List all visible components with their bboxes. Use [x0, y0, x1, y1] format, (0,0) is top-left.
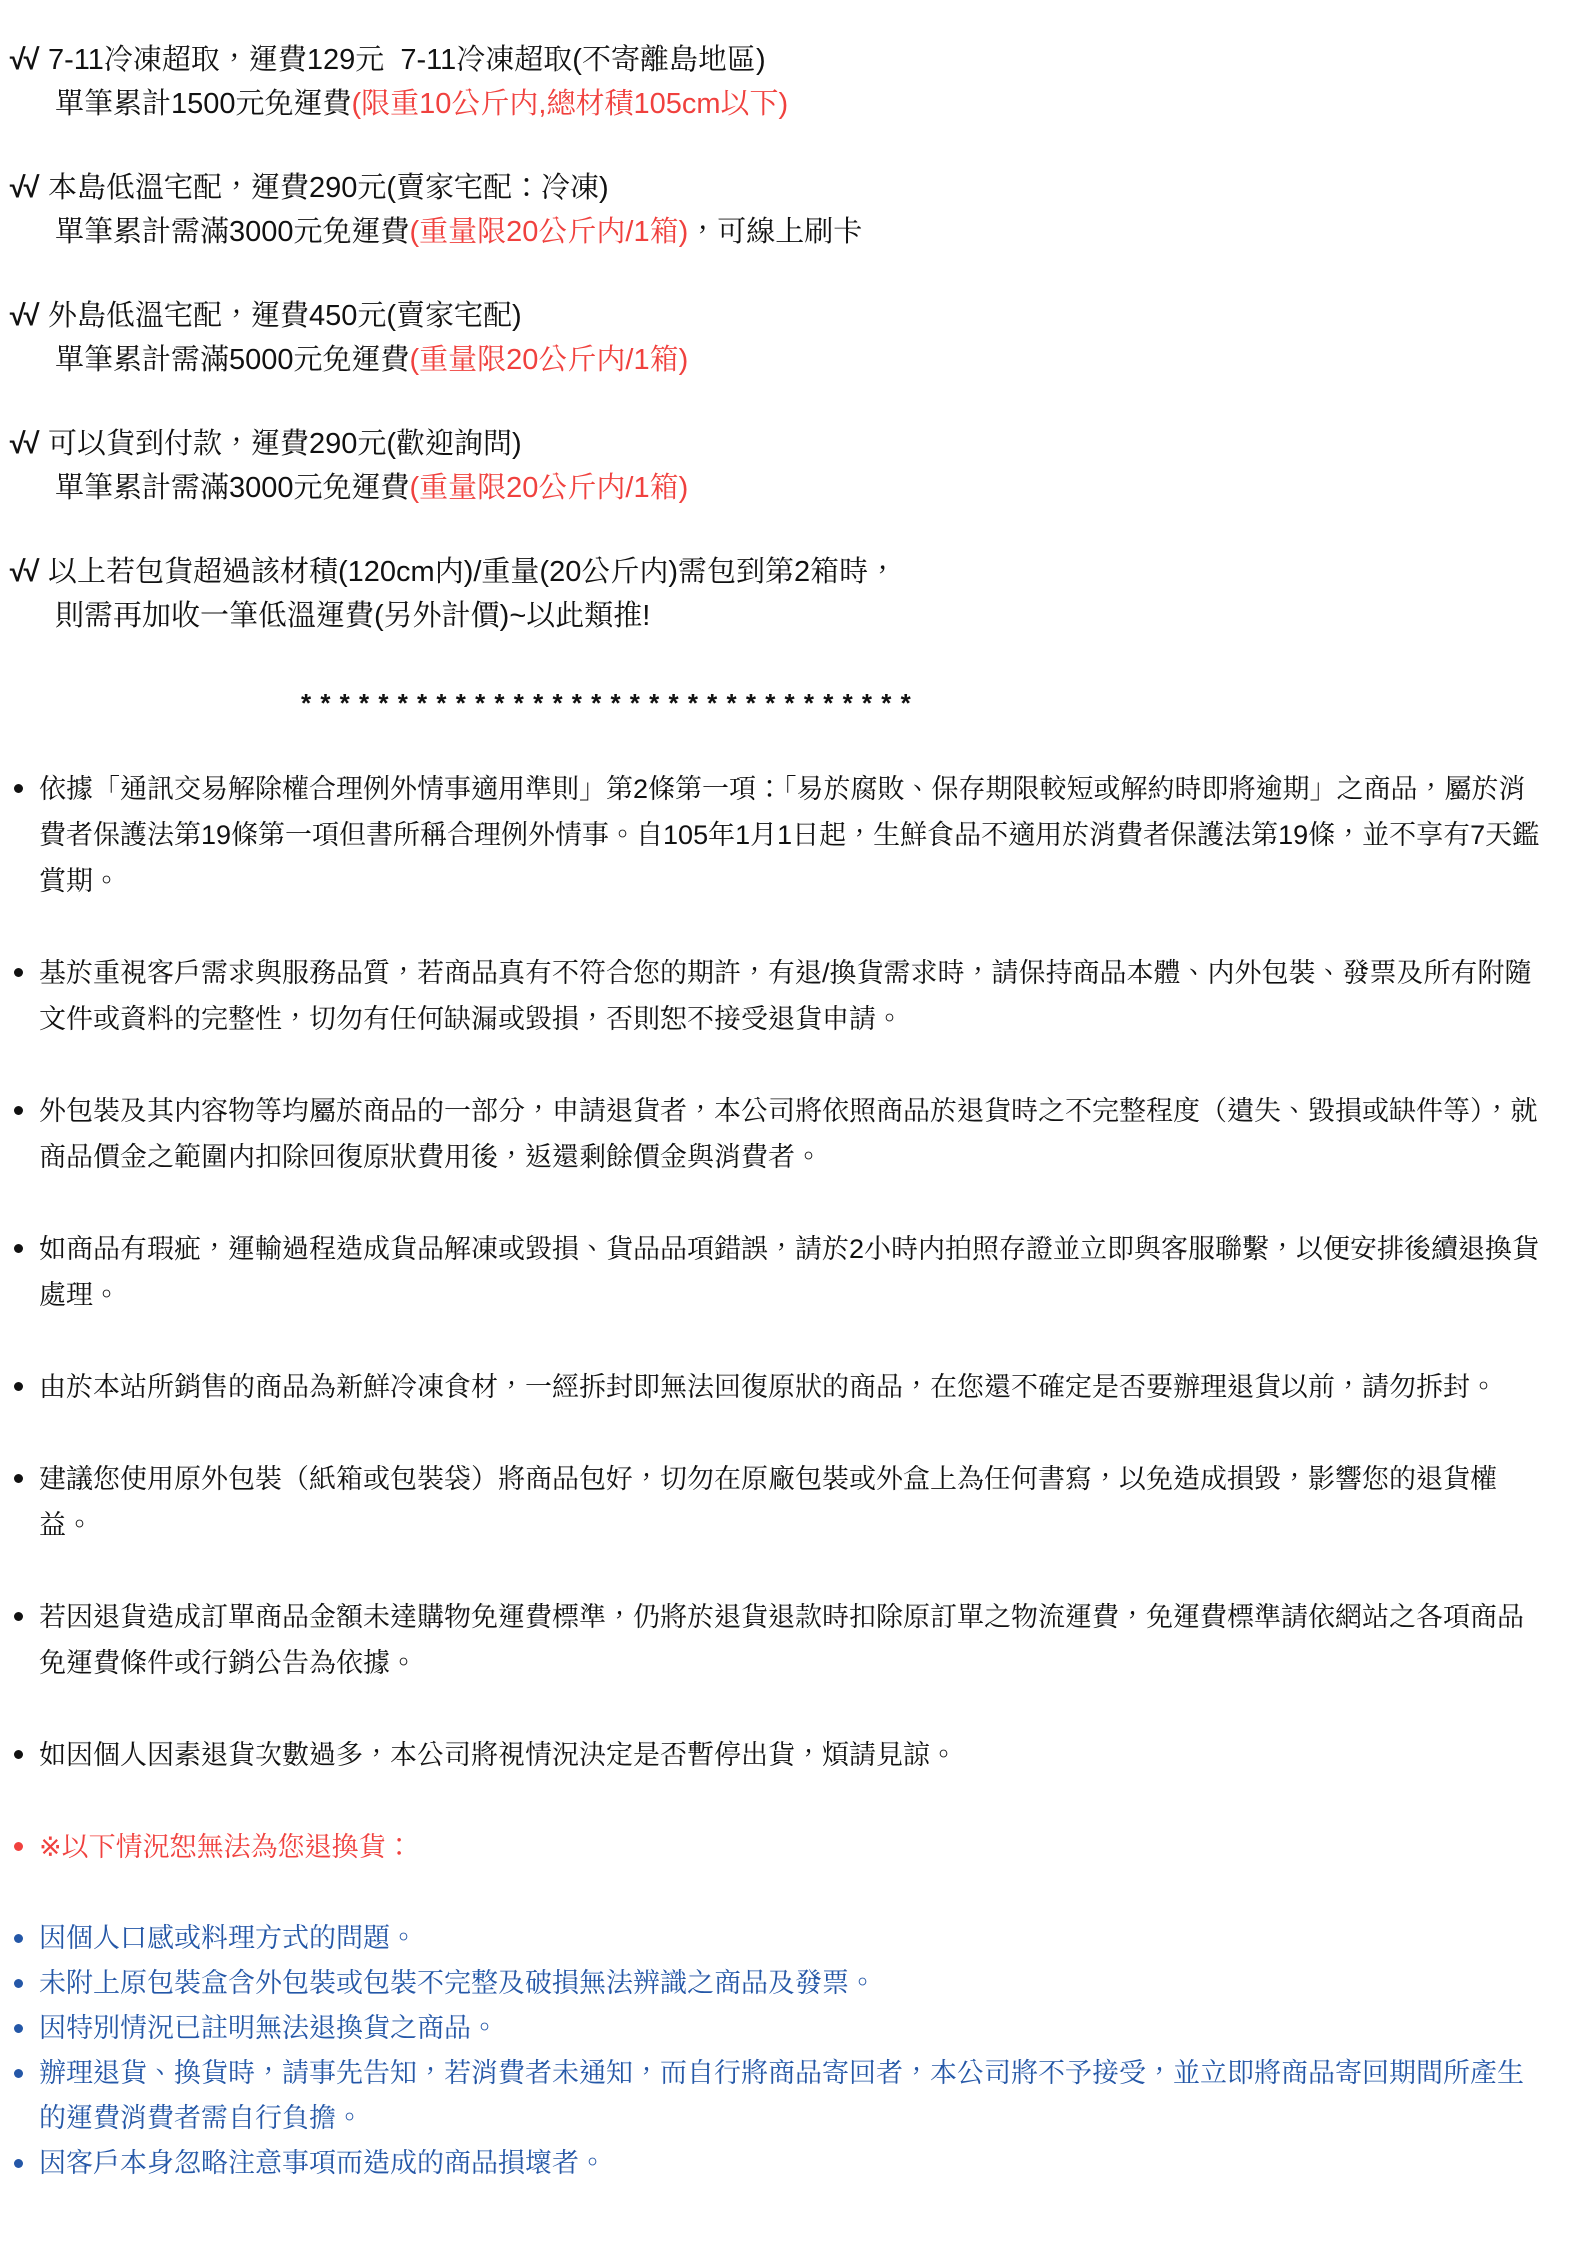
reason-text: 因客戶本身忽略注意事項而造成的商品損壞者。 — [39, 2148, 606, 2178]
shipping-option-detail — [8, 338, 1547, 382]
reason-item — [8, 1916, 1547, 1961]
no-return-warning — [8, 1824, 1547, 1870]
bullet-icon — [14, 1382, 23, 1391]
bullet-icon — [14, 2024, 23, 2033]
asterisk-separator: * * * * * * * * * * * * * * * * * * * * * * * * * * * * * * * * — [301, 688, 912, 718]
shipping-options-section — [8, 38, 1547, 638]
return-policy-section — [8, 766, 1547, 2186]
shipping-option-detail — [8, 594, 1547, 638]
weight-limit-note: (限重10公斤内,總材積105cm以下) — [351, 88, 789, 120]
policy-text: 若因退貨造成訂單商品金額未達購物免運費標準，仍將於退貨退款時扣除原訂單之物流運費，免運費標準請依網站之各項商品免運費條件或行銷公告為依據。 — [39, 1602, 1524, 1678]
weight-limit-note: (重量限20公斤内/1箱) — [409, 216, 689, 248]
weight-limit-note: (重量限20公斤内/1箱) — [409, 472, 689, 504]
shipping-option-cod — [8, 422, 1547, 510]
shipping-option-extra-box — [8, 550, 1547, 638]
policy-text: 由於本站所銷售的商品為新鮮冷凍食材，一經拆封即無法回復原狀的商品，在您還不確定是否要辦理退貨以前，請勿拆封。 — [39, 1372, 1497, 1402]
reason-item — [8, 2006, 1547, 2051]
double-check-icon: √√ — [8, 44, 36, 76]
shipping-option-title: 7-11冷凍超取，運費129元 7-11冷凍超取(不寄離島地區) — [48, 44, 766, 76]
shipping-option-outer-island — [8, 294, 1547, 382]
bullet-icon — [14, 1106, 23, 1115]
policy-text: 如商品有瑕疵，運輸過程造成貨品解凍或毀損、貨品品項錯誤，請於2小時内拍照存證並立即與客服聯繫，以便安排後續退換貨處理。 — [39, 1234, 1540, 1310]
policy-item — [8, 1226, 1547, 1318]
free-shipping-threshold: 單筆累計需滿5000元免運費 — [55, 344, 410, 376]
bullet-icon — [14, 1979, 23, 1988]
warning-text: ※以下情況恕無法為您退換貨： — [39, 1832, 413, 1862]
no-return-reasons-list — [8, 1916, 1547, 2186]
bullet-icon — [14, 1934, 23, 1943]
policy-text: 依據「通訊交易解除權合理例外情事適用準則」第2條第一項：「易於腐敗、保存期限較短或解約時即將逾期」之商品，屬於消費者保護法第19條第一項但書所稱合理例外情事。自105年1月1日起，生鮮食品不適用於消費者保護法第19條，並不享有7天鑑賞期。 — [39, 774, 1540, 896]
policy-text: 基於重視客戶需求與服務品質，若商品真有不符合您的期許，有退/換貨需求時，請保持商品本體、内外包裝、發票及所有附隨文件或資料的完整性，切勿有任何缺漏或毀損，否則恕不接受退貨申請。 — [39, 958, 1532, 1034]
double-check-icon: √√ — [8, 428, 36, 460]
policy-text: 外包裝及其内容物等均屬於商品的一部分，申請退貨者，本公司將依照商品於退貨時之不完整程度（遺失、毀損或缺件等），就商品價金之範圍内扣除回復原狀費用後，返還剩餘價金與消費者。 — [39, 1096, 1538, 1172]
bullet-icon — [14, 1842, 23, 1851]
double-check-icon: √√ — [8, 172, 36, 204]
bullet-icon — [14, 1750, 23, 1759]
bullet-icon — [14, 1474, 23, 1483]
bullet-icon — [14, 2069, 23, 2078]
shipping-option-title: 外島低溫宅配，運費450元(賣家宅配) — [48, 300, 522, 332]
detail-tail: ，可線上刷卡 — [688, 216, 863, 248]
double-check-icon: √√ — [8, 556, 36, 588]
shipping-option-title: 以上若包貨超過該材積(120cm内)/重量(20公斤内)需包到第2箱時， — [48, 556, 898, 588]
double-check-icon: √√ — [8, 300, 36, 332]
policy-item — [8, 1088, 1547, 1180]
reason-item — [8, 2141, 1547, 2186]
reason-item — [8, 1961, 1547, 2006]
bullet-icon — [14, 1244, 23, 1253]
policy-item — [8, 766, 1547, 904]
policy-item — [8, 1594, 1547, 1686]
shipping-option-main-island — [8, 166, 1547, 254]
reason-text: 因特別情況已註明無法退換貨之商品。 — [39, 2013, 498, 2043]
policy-item — [8, 950, 1547, 1042]
shipping-option-detail — [8, 210, 1547, 254]
free-shipping-threshold: 單筆累計1500元免運費 — [55, 88, 352, 120]
free-shipping-threshold: 單筆累計需滿3000元免運費 — [55, 216, 410, 248]
extra-fee-note: 則需再加收一筆低溫運費(另外計價)~以此類推! — [55, 600, 651, 632]
shipping-option-title: 本島低溫宅配，運費290元(賣家宅配：冷凍) — [48, 172, 609, 204]
bullet-icon — [14, 968, 23, 977]
shipping-option-711 — [8, 38, 1547, 126]
policy-item — [8, 1732, 1547, 1778]
reason-item — [8, 2051, 1547, 2141]
free-shipping-threshold: 單筆累計需滿3000元免運費 — [55, 472, 410, 504]
shipping-option-detail — [8, 466, 1547, 510]
policy-item — [8, 1456, 1547, 1548]
reason-text: 未附上原包裝盒含外包裝或包裝不完整及破損無法辨識之商品及發票。 — [39, 1968, 876, 1998]
policy-text: 如因個人因素退貨次數過多，本公司將視情況決定是否暫停出貨，煩請見諒。 — [39, 1740, 957, 1770]
bullet-icon — [14, 2159, 23, 2168]
bullet-icon — [14, 1612, 23, 1621]
policy-text: 建議您使用原外包裝（紙箱或包裝袋）將商品包好，切勿在原廠包裝或外盒上為任何書寫，以免造成損毀，影響您的退貨權益。 — [39, 1464, 1497, 1540]
weight-limit-note: (重量限20公斤内/1箱) — [409, 344, 689, 376]
shipping-option-title: 可以貨到付款，運費290元(歡迎詢問) — [48, 428, 522, 460]
bullet-icon — [14, 784, 23, 793]
reason-text: 因個人口感或料理方式的問題。 — [39, 1923, 417, 1953]
shipping-option-detail — [8, 82, 1547, 126]
policy-item — [8, 1364, 1547, 1410]
reason-text: 辦理退貨、換貨時，請事先告知，若消費者未通知，而自行將商品寄回者，本公司將不予接受，並立即將商品寄回期間所產生的運費消費者需自行負擔。 — [39, 2058, 1524, 2133]
